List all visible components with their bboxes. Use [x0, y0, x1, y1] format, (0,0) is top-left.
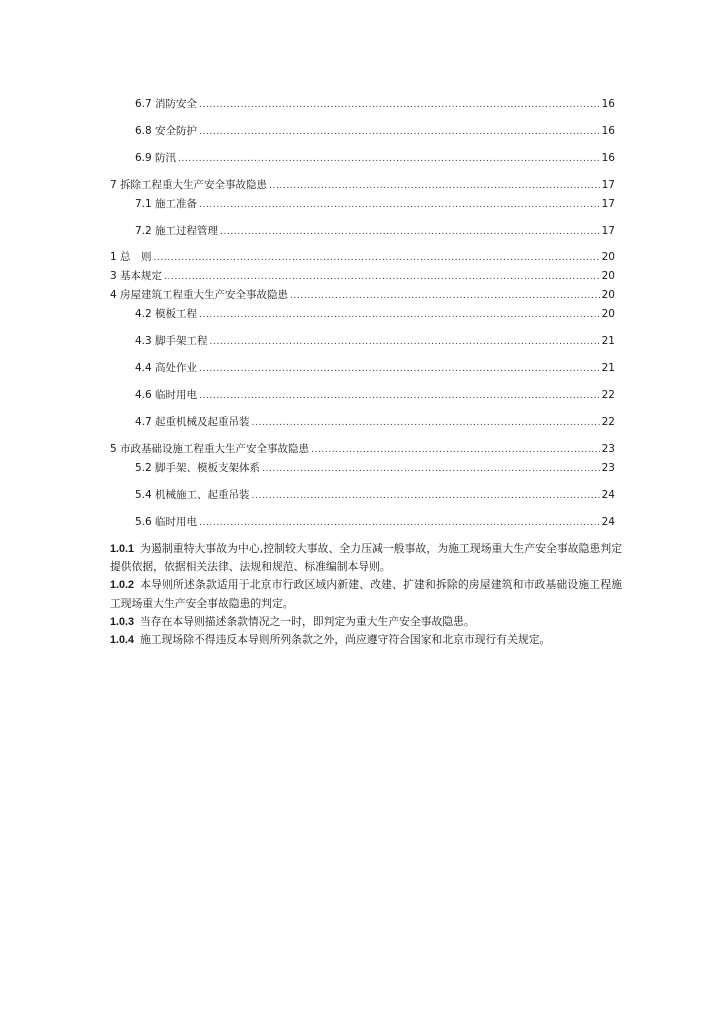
- toc-entry[interactable]: [135, 487, 615, 503]
- toc-leader-dots: [199, 97, 600, 113]
- toc-label: 7.1 施工准备: [135, 198, 198, 210]
- toc-label: 7 拆除工程重大生产安全事故隐患: [110, 179, 268, 191]
- toc-page-number: 22: [601, 416, 615, 428]
- toc-leader-dots: [311, 442, 600, 458]
- clause-text: 当存在本导则描述条款情况之一时，即判定为重大生产安全事故隐患。: [140, 614, 475, 628]
- toc-page-number: 24: [601, 489, 615, 501]
- toc-label: 3 基本规定: [110, 270, 163, 282]
- toc-entry[interactable]: [110, 268, 615, 284]
- toc-page-number: 23: [601, 462, 615, 474]
- toc-leader-dots: [262, 461, 600, 477]
- toc-label: 4.7 起重机械及起重吊装: [135, 416, 250, 428]
- toc-page-number: 16: [601, 152, 615, 164]
- toc-page-number: 17: [601, 225, 615, 237]
- toc-leader-dots: [269, 178, 600, 194]
- toc-page-number: 20: [601, 289, 615, 301]
- toc-entry[interactable]: [135, 333, 615, 349]
- clause-number: 1.0.2: [110, 579, 135, 592]
- toc-label: 4.4 高处作业: [135, 362, 198, 374]
- clause-number: 1.0.4: [110, 634, 135, 647]
- toc-entry[interactable]: [135, 306, 615, 322]
- toc-leader-dots: [199, 388, 600, 404]
- toc-label: 5.6 临时用电: [135, 516, 198, 528]
- clause-paragraph: [110, 576, 622, 612]
- toc-page-number: 24: [601, 516, 615, 528]
- toc-label: 5.4 机械施工、起重吊装: [135, 489, 250, 501]
- toc-entry[interactable]: [135, 123, 615, 139]
- clause-paragraph: [110, 631, 622, 649]
- clause-number: 1.0.1: [110, 543, 135, 555]
- toc-label: 5.2 脚手架、模板支架体系: [135, 462, 261, 474]
- toc-entry[interactable]: [135, 414, 615, 430]
- clause-text-block: [110, 540, 622, 649]
- toc-entry[interactable]: [135, 514, 615, 530]
- toc-page-number: 23: [601, 443, 615, 455]
- toc-leader-dots: [252, 415, 600, 431]
- toc-leader-dots: [220, 224, 600, 240]
- toc-page-number: 21: [601, 335, 615, 347]
- toc-entry[interactable]: [110, 177, 615, 193]
- toc-label: 4.6 临时用电: [135, 389, 198, 401]
- toc-leader-dots: [199, 307, 600, 323]
- toc-page-number: 20: [601, 251, 615, 263]
- toc-page-number: 21: [601, 362, 615, 374]
- toc-leader-dots: [164, 269, 600, 285]
- clause-text: 本导则所述条款适用于北京市行政区域内新建、改建、扩建和拆除的房屋建筑和市政基础设施工程施工现场重大生产安全事故隐患的判定。: [110, 578, 622, 610]
- toc-label: 6.9 防汛: [135, 152, 177, 164]
- clause-number: 1.0.3: [110, 615, 135, 628]
- toc-entry[interactable]: [135, 150, 615, 166]
- toc-label: 1 总 则: [110, 251, 152, 263]
- toc-page-number: 20: [601, 308, 615, 320]
- toc-label: 4 房屋建筑工程重大生产安全事故隐患: [110, 289, 289, 301]
- toc-label: 5 市政基础设施工程重大生产安全事故隐患: [110, 443, 310, 455]
- clause-text: 为遏制重特大事故为中心,控制较大事故、全力压减一般事故，为施工现场重大生产安全事故隐患判定提供依据，依据相关法律、法规和规范、标准编制本导则。: [110, 542, 622, 574]
- toc-leader-dots: [252, 488, 600, 504]
- toc-entry[interactable]: [135, 96, 615, 112]
- toc-page-number: 20: [601, 270, 615, 282]
- toc-page-number: 22: [601, 389, 615, 401]
- clause-paragraph: [110, 540, 622, 576]
- toc-label: 4.3 脚手架工程: [135, 335, 208, 347]
- toc-leader-dots: [290, 288, 600, 304]
- toc-entry[interactable]: [135, 460, 615, 476]
- toc-entry[interactable]: [110, 287, 615, 303]
- toc-leader-dots: [210, 334, 600, 350]
- toc-entry[interactable]: [135, 196, 615, 212]
- toc-page-number: 17: [601, 179, 615, 191]
- toc-entry[interactable]: [135, 360, 615, 376]
- toc-entry[interactable]: [135, 223, 615, 239]
- toc-leader-dots: [178, 151, 600, 167]
- toc-label: 6.7 消防安全: [135, 98, 198, 110]
- toc-label: 6.8 安全防护: [135, 125, 198, 137]
- toc-leader-dots: [199, 515, 600, 531]
- toc-leader-dots: [199, 197, 600, 213]
- clause-text: 施工现场除不得违反本导则所列条款之外，尚应遵守符合国家和北京市现行有关规定。: [140, 633, 551, 647]
- toc-leader-dots: [199, 124, 600, 140]
- toc-label: 4.2 模板工程: [135, 308, 198, 320]
- clause-paragraph: [110, 613, 622, 631]
- toc-page-number: 17: [601, 198, 615, 210]
- toc-leader-dots: [199, 361, 600, 377]
- toc-leader-dots: [154, 250, 600, 266]
- toc-entry[interactable]: [110, 249, 615, 265]
- toc-entry[interactable]: [110, 441, 615, 457]
- toc-page-number: 16: [601, 125, 615, 137]
- toc-entry[interactable]: [135, 387, 615, 403]
- toc-label: 7.2 施工过程管理: [135, 225, 219, 237]
- toc-page-number: 16: [601, 98, 615, 110]
